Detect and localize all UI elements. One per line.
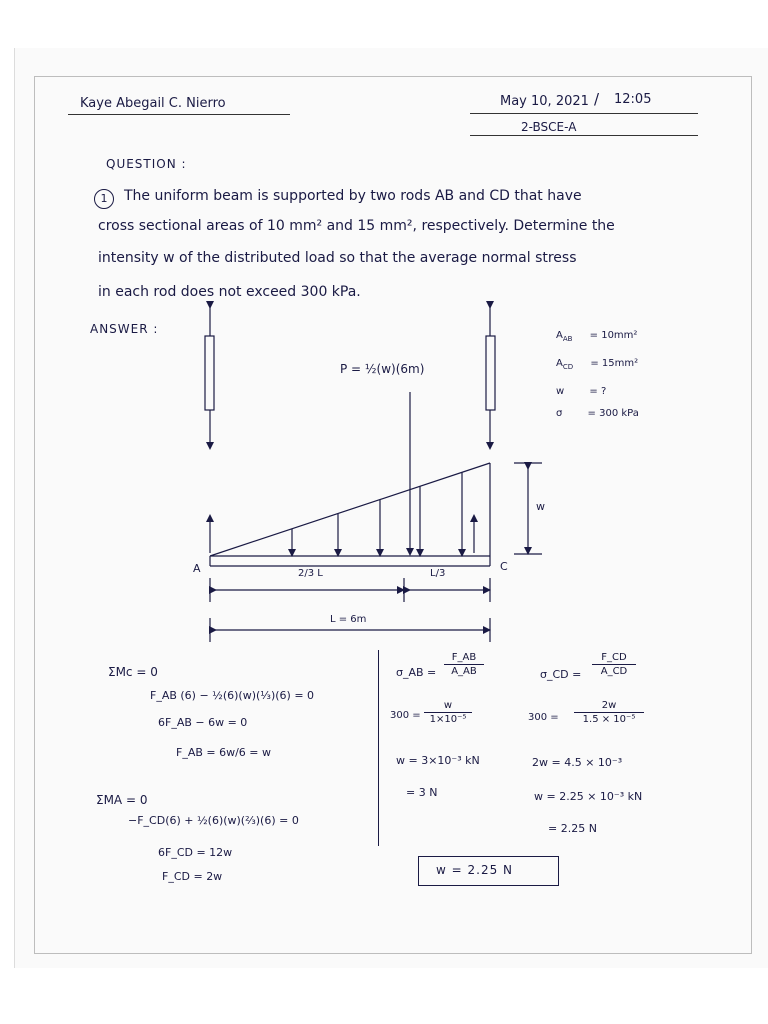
time-text: 12:05 — [614, 92, 652, 107]
stress-cd-num: F_CD — [601, 652, 627, 663]
stress-cd-lhs: σ_CD = — [540, 668, 582, 681]
stress-ab-result-2: = 3 N — [406, 786, 438, 799]
section-text: 2-BSCE-A — [521, 120, 577, 134]
stress-cd-eq-num: 2w — [601, 700, 617, 711]
given-w: w = ? — [556, 386, 607, 397]
moment-a-line-3: F_CD = 2w — [162, 870, 223, 883]
rod-ab — [205, 305, 214, 446]
dim-left-label: 2/3 L — [298, 568, 323, 579]
dim-right-label: L/3 — [430, 568, 446, 579]
stress-ab-lhs: σ_AB = — [396, 666, 437, 679]
question-line-1: The uniform beam is supported by two rods AB and CD that have — [124, 188, 582, 204]
stress-ab-eq-num: w — [443, 700, 453, 711]
rod-cd — [486, 305, 495, 446]
given-a-ab: $A_{AB} = 10mm^2$ — [556, 330, 638, 343]
question-line-2: cross sectional areas of 10 mm² and 15 mm², respectively. Determine the — [98, 218, 615, 234]
given-a-cd: $A_{CD} = 15mm^2$ — [556, 358, 639, 371]
stress-cd-eq-fraction — [574, 700, 644, 725]
stress-cd-eq-lhs: 300 = — [528, 712, 559, 723]
stress-ab-result-1: w = 3×10⁻³ kN — [396, 754, 480, 767]
stress-cd-result-2: w = 2.25 × 10⁻³ kN — [534, 790, 643, 803]
question-line-4: in each rod does not exceed 300 kPa. — [98, 284, 361, 300]
load-formula-label: P = ½(w)(6m) — [340, 362, 425, 376]
moment-c-header: ΣMc = 0 — [108, 665, 158, 679]
moment-a-line-2: 6F_CD = 12w — [158, 846, 233, 859]
distributed-load-arrows — [292, 472, 462, 553]
point-c-label: C — [500, 560, 508, 573]
load-triangle-hypotenuse — [210, 463, 490, 556]
stress-cd-result-1: 2w = 4.5 × 10⁻³ — [532, 756, 623, 769]
column-divider — [378, 650, 379, 846]
stress-cd-eq-den: 1.5 × 10⁻⁵ — [582, 714, 636, 725]
date-text: May 10, 2021 — [500, 94, 589, 109]
beam — [210, 556, 490, 566]
stress-ab-den: A_AB — [451, 666, 477, 677]
date-time-separator: / — [594, 90, 600, 108]
moment-a-header: ΣMA = 0 — [96, 793, 148, 807]
given-sigma: σ = 300 kPa — [556, 408, 639, 419]
moment-c-line-3: F_AB = 6w/6 = w — [176, 746, 272, 759]
stress-ab-eq-den: 1×10⁻⁵ — [429, 714, 467, 725]
question-number-circle: 1 — [94, 189, 114, 209]
intensity-label: w — [536, 500, 545, 513]
answer-heading: ANSWER : — [90, 322, 159, 336]
stress-cd-den: A_CD — [600, 666, 628, 677]
moment-c-line-2: 6F_AB − 6w = 0 — [158, 716, 248, 729]
moment-a-line-1: −F_CD(6) + ½(6)(w)(⅔)(6) = 0 — [128, 814, 299, 827]
stress-ab-fraction — [444, 652, 484, 677]
stress-ab-eq-lhs: 300 = — [390, 710, 421, 721]
point-a-label: A — [193, 562, 201, 575]
final-answer: w = 2.25 N — [436, 863, 514, 877]
student-name: Kaye Abegail C. Nierro — [80, 96, 226, 111]
stress-ab-num: F_AB — [451, 652, 477, 663]
question-heading: QUESTION : — [106, 157, 187, 171]
question-line-3: intensity w of the distributed load so that the average normal stress — [98, 250, 577, 266]
stress-cd-result-3: = 2.25 N — [548, 822, 597, 835]
span-dimensions — [210, 578, 490, 642]
moment-c-line-1: F_AB (6) − ½(6)(w)(⅓)(6) = 0 — [150, 689, 315, 702]
stress-ab-eq-fraction — [424, 700, 472, 725]
length-label: L = 6m — [330, 614, 367, 625]
stress-cd-fraction — [592, 652, 636, 677]
